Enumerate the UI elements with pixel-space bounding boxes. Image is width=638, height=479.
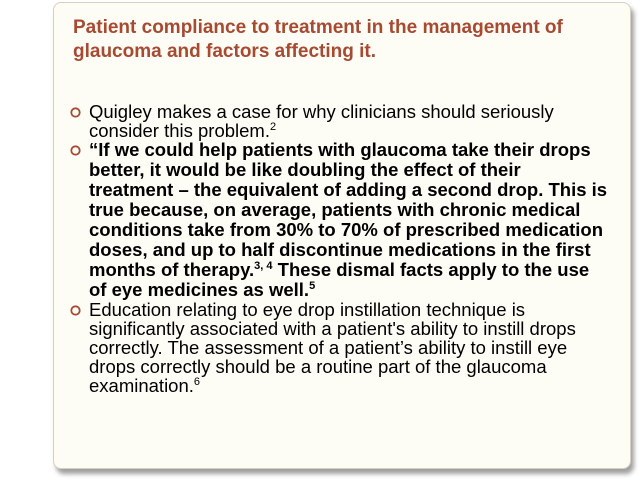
bullet-text-continued: These dismal facts apply to the use of eye medicines as well.: [89, 259, 590, 300]
bullet-item-quote: [70, 140, 610, 300]
bullet-text: Quigley makes a case for why clinicians should seriously consider this problem.: [89, 101, 554, 141]
circle-bullet-icon: [70, 305, 81, 316]
bullet-text: Education relating to eye drop instillation technique is significantly associated with a patient's ability to instill drops correctly. The assessment of a patient’s ability to instill eye drops correctly should be a routine part of the glaucoma examination.: [89, 299, 576, 396]
reference-superscript: 5: [309, 280, 316, 292]
reference-superscript: 6: [193, 376, 201, 388]
bullet-list: [70, 102, 610, 395]
reference-superscript: 3, 4: [254, 260, 273, 272]
slide-title: Patient compliance to treatment in the management of glaucoma and factors affecting it.: [73, 17, 563, 62]
reference-superscript: 2: [269, 121, 277, 133]
bullet-item-quigley: [70, 102, 610, 140]
bullet-text: “If we could help patients with glaucoma take their drops better, it would be like doubling the effect of their treatment – the equivalent of adding a second drop. This is true because, on average, patients with chronic medical conditions take from 30% to 70% of prescribed medication doses, and up to half discontinue medications in the first months of therapy.: [89, 139, 608, 280]
circle-bullet-icon: [70, 145, 81, 156]
bullet-item-education: [70, 300, 610, 395]
circle-bullet-icon: [70, 107, 81, 118]
